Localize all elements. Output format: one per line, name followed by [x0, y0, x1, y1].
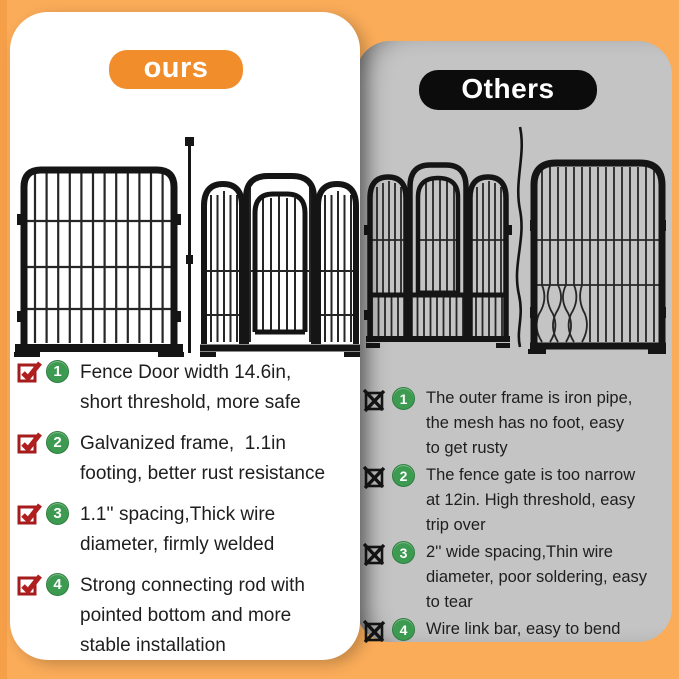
- number-badge: 1: [392, 387, 415, 410]
- x-icon: [362, 617, 388, 644]
- number-badge: 3: [392, 541, 415, 564]
- ours-title-pill: [109, 50, 243, 89]
- left-edge-strip: [0, 0, 7, 679]
- check-icon: [16, 358, 43, 385]
- feature-text: Fence Door width 14.6in, short threshold, more safe: [80, 362, 301, 413]
- number-badge: 4: [46, 573, 69, 596]
- others-title: Others: [461, 73, 555, 104]
- check-icon: [16, 500, 43, 527]
- ours-panel: [10, 12, 360, 660]
- list-item: [362, 540, 670, 615]
- x-icon: [362, 540, 388, 567]
- feature-text: Wire link bar, easy to bend: [426, 620, 621, 638]
- list-item: [362, 617, 670, 644]
- number-badge: 3: [46, 502, 69, 525]
- check-icon: [16, 571, 43, 598]
- list-item: [362, 386, 670, 461]
- feature-text: Strong connecting rod with pointed bottom and more stable installation: [80, 575, 305, 656]
- ours-title: ours: [143, 51, 209, 84]
- feature-text: 2'' wide spacing,Thin wire diameter, poor soldering, easy to tear: [426, 543, 648, 611]
- feature-text: The fence gate is too narrow at 12in. High threshold, easy trip over: [426, 466, 636, 534]
- others-fence-illustration: [360, 125, 668, 355]
- check-icon: [16, 429, 43, 456]
- others-feature-list: [362, 386, 670, 644]
- list-item: [362, 463, 670, 538]
- number-badge: 1: [46, 360, 69, 383]
- list-item: [16, 358, 358, 418]
- list-item: [16, 500, 358, 560]
- x-icon: [362, 463, 388, 490]
- number-badge: 2: [392, 464, 415, 487]
- feature-text: The outer frame is iron pipe, the mesh has no foot, easy to get rusty: [426, 389, 633, 457]
- number-badge: 4: [392, 618, 415, 641]
- x-icon: [362, 386, 388, 413]
- ours-feature-list: [16, 358, 358, 661]
- list-item: [16, 571, 358, 661]
- feature-text: Galvanized frame, 1.1in footing, better rust resistance: [80, 433, 326, 484]
- number-badge: 2: [46, 431, 69, 454]
- others-panel: [356, 41, 672, 642]
- ours-fence-illustration: [14, 125, 360, 365]
- feature-text: 1.1'' spacing,Thick wire diameter, firmly welded: [80, 504, 276, 555]
- others-title-pill: [419, 70, 597, 110]
- list-item: [16, 429, 358, 489]
